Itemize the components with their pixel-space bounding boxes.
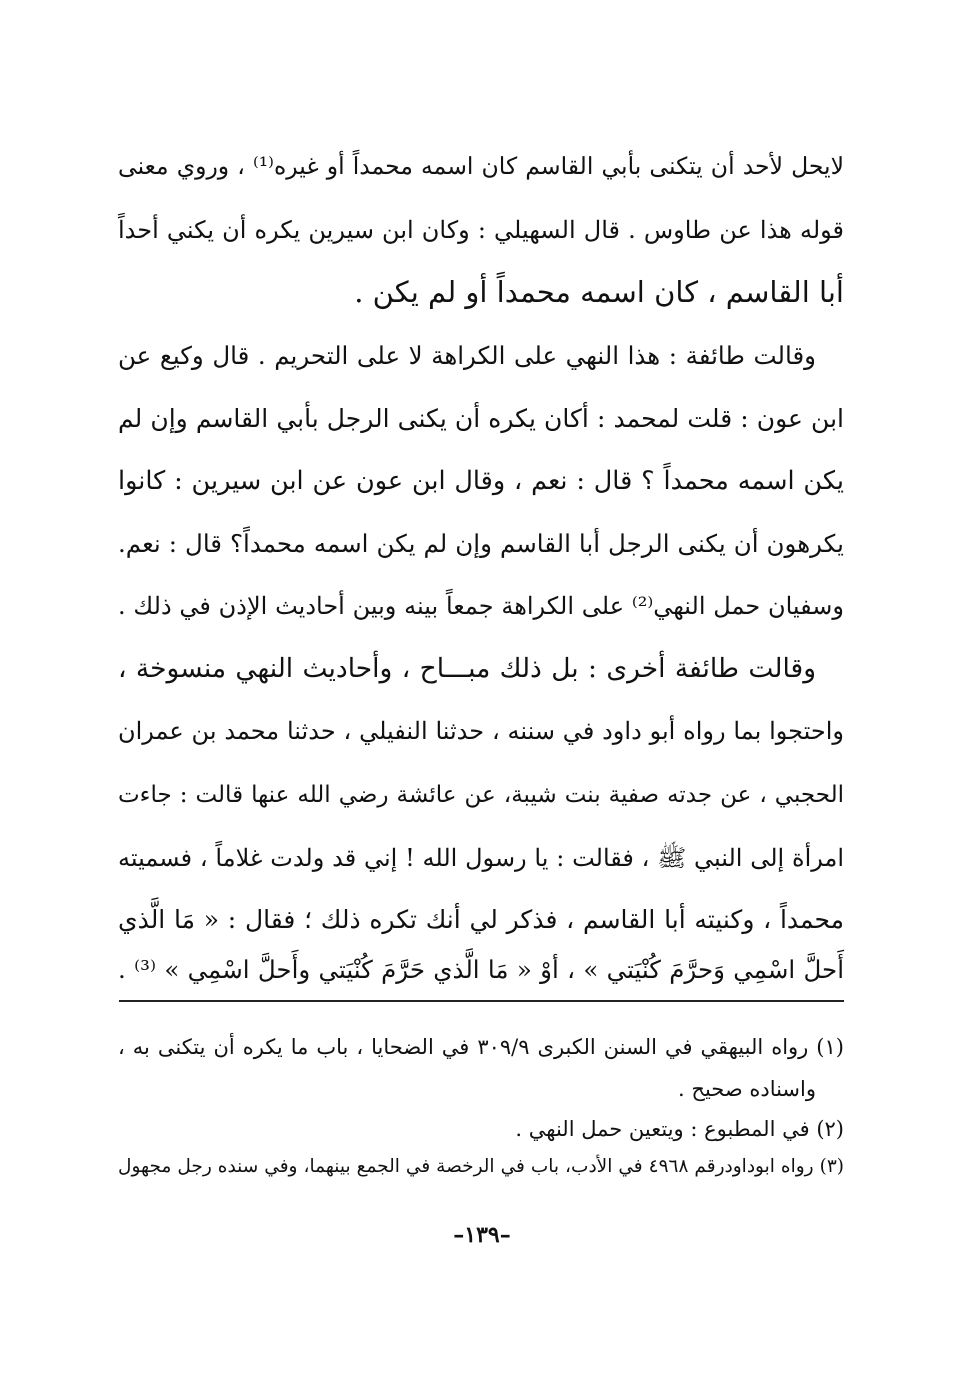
body-line: أبا القاسم ، كان اسمه محمداً أو لم يكن . [354, 275, 844, 309]
footnote-line: واسناده صحيح . [678, 1077, 816, 1101]
body-line: واحتجوا بما رواه أبو داود في سننه ، حدثنا النفيلي ، حدثنا محمد بن عمران [118, 717, 844, 745]
body-line: يكرهون أن يكنى الرجل أبا القاسم وإن لم يكن اسمه محمداً؟ قال : نعم. [118, 529, 844, 558]
footnote-line: (٣) رواه ابوداودرقم ٤٩٦٨ في الأدب، باب في الرخصة في الجمع بينهما، وفي سنده رجل مجهول [118, 1156, 844, 1177]
body-line: الحجبي ، عن جدته صفية بنت شيبة، عن عائشة رضي الله عنها قالت : جاءت [118, 782, 844, 808]
page-number: –١٣٩– [453, 1222, 511, 1248]
body-line: أَحلَّ اسْمِي وَحرَّمَ كُنْيَتي » ، أوْ « مَا الَّذي حَرَّمَ كُنْيَتي وأَحلَّ اسْمِي » ⁽³⁾ . [118, 955, 845, 984]
body-line: وسفيان حمل النهي⁽²⁾ على الكراهة جمعاً بينه وبين أحاديث الإذن في ذلك . [118, 592, 844, 620]
footnote-line: (٢) في المطبوع : ويتعين حمل النهي . [515, 1117, 844, 1141]
body-line: قوله هذا عن طاوس . قال السهيلي : وكان ابن سيرين يكره أن يكني أحداً [118, 216, 844, 244]
body-line: وقالت طائفة أخرى : بل ذلك مبـــاح ، وأحاديث النهي منسوخة ، [118, 653, 816, 684]
body-line: يكن اسمه محمداً ؟ قال : نعم ، وقال ابن عون عن ابن سيرين : كانوا [118, 466, 844, 496]
footnote-separator [119, 1000, 844, 1002]
footnote-line: (١) رواه البيهقي في السنن الكبرى ٣٠٩/٩ في الضحايا ، باب ما يكره أن يتكنى به ، [118, 1035, 844, 1059]
body-line: محمداً ، وكنيته أبا القاسم ، فذكر لي أنك تكره ذلك ؛ فقال : « مَا الَّذي [118, 905, 844, 934]
body-line: لايحل لأحد أن يتكنى بأبي القاسم كان اسمه محمداً أو غيره⁽¹⁾ ، وروي معنى [118, 152, 844, 180]
body-line: امرأة إلى النبي ﷺ ، فقالت : يا رسول الله ! إني قد ولدت غلاماً ، فسميته [118, 844, 844, 872]
body-line: وقالت طائفة : هذا النهي على الكراهة لا على التحريم . قال وكيع عن [118, 341, 816, 370]
body-line: ابن عون : قلت لمحمد : أكان يكره أن يكنى الرجل بأبي القاسم وإن لم [118, 404, 844, 433]
